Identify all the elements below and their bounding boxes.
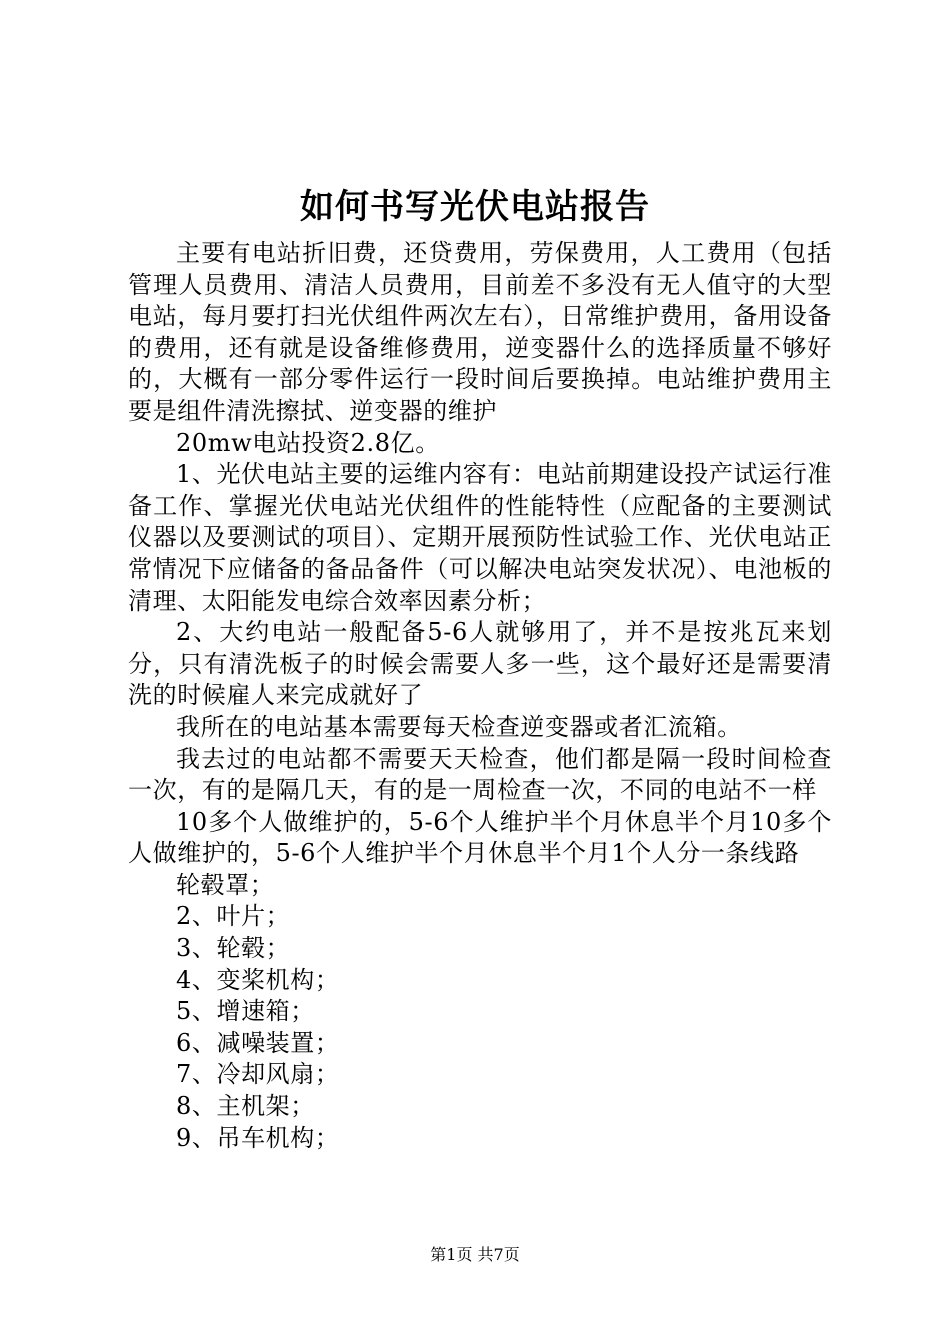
list-item: 7、冷却风扇；: [176, 1060, 340, 1089]
paragraph: 主要有电站折旧费，还贷费用，劳保费用，人工费用（包括管理人员费用、清洁人员费用，目前差不多没有无人值守的大型电站，每月要打扫光伏组件两次左右），日常维护费用，备用设备的费用，还有就是设备维修费用，逆变器什么的选择质量不够好的，大概有一部分零件运行一段时间后要换掉。电站维护费用主要是组件清洗擦拭、逆变器的维护: [128, 239, 832, 425]
paragraph: 1、光伏电站主要的运维内容有：电站前期建设投产试运行准备工作、掌握光伏电站光伏组件的性能特性（应配备的主要测试仪器以及要测试的项目）、定期开展预防性试验工作、光伏电站正常情况下应储备的备品备件（可以解决电站突发状况）、电池板的清理、太阳能发电综合效率因素分析；: [128, 460, 832, 615]
paragraph: 我去过的电站都不需要天天检查，他们都是隔一段时间检查一次，有的是隔几天，有的是一周检查一次，不同的电站不一样: [128, 744, 832, 805]
paragraph: 我所在的电站基本需要每天检查逆变器或者汇流箱。: [176, 712, 742, 741]
page-footer: 第1页 共7页: [430, 1245, 520, 1264]
list-item: 9、吊车机构；: [176, 1123, 340, 1152]
list-item: 8、主机架；: [176, 1092, 315, 1121]
document-body: [128, 238, 832, 1154]
paragraph: 2、大约电站一般配备5-6人就够用了，并不是按兆瓦来划分，只有清洗板子的时候会需要人多一些，这个最好还是需要清洗的时候雇人来完成就好了: [128, 618, 832, 710]
list-item: 6、减噪装置；: [176, 1028, 340, 1057]
list-item: 4、变桨机构；: [176, 965, 340, 994]
paragraph: 10多个人做维护的，5-6个人维护半个月休息半个月10多个人做维护的，5-6个人维护半个月休息半个月1个人分一条线路: [128, 807, 832, 868]
list-item: 5、增速箱；: [176, 997, 315, 1026]
paragraph: 20mw电站投资2.8亿。: [176, 428, 440, 457]
document-title: 如何书写光伏电站报告: [300, 187, 650, 227]
list-item: 轮毂罩；: [176, 870, 275, 899]
list-item: 2、叶片；: [176, 902, 291, 931]
list-item: 3、轮毂；: [176, 934, 291, 963]
